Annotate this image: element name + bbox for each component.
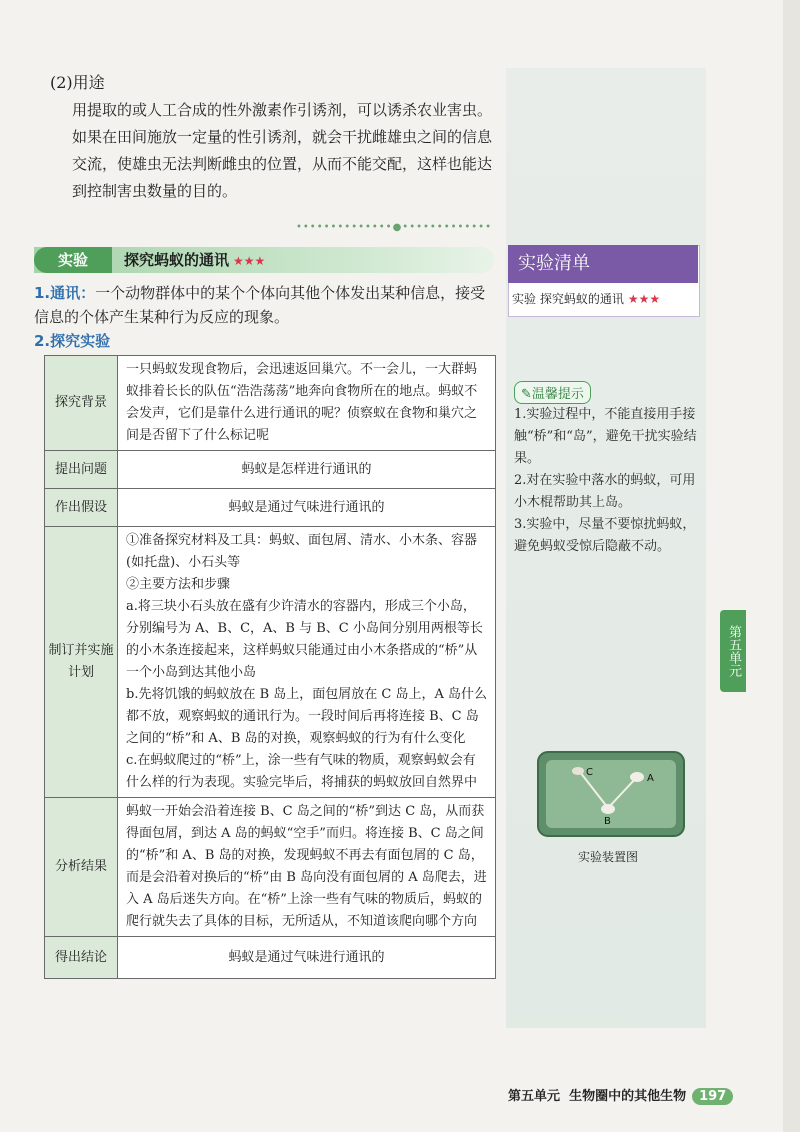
tip-badge [514,381,591,404]
table-row [45,451,496,489]
row-label: 分析结果 [45,798,118,937]
experiment-table [44,355,496,979]
plan-materials: ①准备探究材料及工具：蚂蚁、面包屑、清水、小木条、容器(如托盘)、小石头等 [126,533,478,570]
subheading-experiment: 2.探究实验 [34,332,111,350]
experiment-tag: 实验 [34,247,112,273]
experiment-title [124,247,265,274]
definition-text: 一个动物群体中的某个个体向其他个体发出某种信息，接受信息的个体产生某种行为反应的现象。 [34,284,486,326]
table-row [45,937,496,979]
table-row [45,356,496,451]
difficulty-stars: ★★★ [233,254,266,268]
definition [34,281,496,329]
usage-heading: (2)用途 [50,73,105,92]
island-a [630,772,644,782]
divider-dots: ••••••••••••••●••••••••••••• [296,222,492,233]
tip-item: 2.对在实验中落水的蚂蚁，可用小木棍帮助其上岛。 [514,473,696,510]
tip-label: 温馨提示 [531,387,584,402]
experiment-title-text: 探究蚂蚁的通讯 [124,251,230,269]
page-number: 197 [692,1088,733,1105]
row-content: 蚂蚁是怎样进行通讯的 [118,451,496,489]
page-edge [783,0,800,1132]
water [546,760,676,828]
footer-unit: 第五单元 [508,1089,561,1104]
list-item-text: 实验 探究蚂蚁的通讯 [512,292,624,306]
row-content: 蚂蚁一开始会沿着连接 B、C 岛之间的“桥”到达 C 岛，从而获得面包屑，到达 A 岛的蚂蚁“空手”而归。将连接 B、C 岛之间的“桥”和 A、B 岛的对换，发现蚂蚁不再去有面包屑的 C 岛，而是会沿着对换后的“桥”由 B 岛向没有面包屑的 A 岛爬去，进入 A 岛后迷失方向。在“桥”上涂一些有气味的物质后，蚂蚁的爬行就失去了具体的目标，无所适从，不知道该爬向哪个方向 [118,798,496,937]
row-label: 提出问题 [45,451,118,489]
row-label: 作出假设 [45,489,118,527]
label-c: C [586,767,593,778]
plan-methods-heading: ②主要方法和步骤 [126,577,231,592]
row-content [118,527,496,798]
row-label: 探究背景 [45,356,118,451]
plan-step-a: a.将三块小石头放在盛有少许清水的容器内，形成三个小岛，分别编号为 A、B、C，A、B 与 B、C 小岛间分别用两根等长的小木条连接起来，这样蚂蚁只能通过由小木条搭成的“桥”从一个小岛到达其他小岛 [126,599,483,680]
island-b [601,804,615,814]
experiment-list-item [512,290,660,307]
row-content: 蚂蚁是通过气味进行通讯的 [118,489,496,527]
row-label: 制订并实施计划 [45,527,118,798]
tips-list [514,404,700,558]
page-footer [508,1085,733,1105]
apparatus-photo [536,750,686,838]
row-content: 一只蚂蚁发现食物后，会迅速返回巢穴。不一会儿，一大群蚂蚁排着长长的队伍“浩浩荡荡”地奔向食物所在的地点。蚂蚁不会发声，它们是靠什么进行通讯的呢？侦察蚁在食物和巢穴之间是否留下了什么标记呢 [118,356,496,451]
tip-item: 3.实验中，尽量不要惊扰蚂蚁，避免蚂蚁受惊后隐蔽不动。 [514,517,696,554]
table-row [45,489,496,527]
definition-term: 1.通讯： [34,284,96,302]
row-content: 蚂蚁是通过气味进行通讯的 [118,937,496,979]
plan-step-c: c.在蚂蚁爬过的“桥”上，涂一些有气味的物质，观察蚂蚁会有什么样的行为表现。实验完毕后，将捕获的蚂蚁放回自然界中 [126,753,478,790]
island-c [572,767,584,775]
label-a: A [647,773,654,784]
table-row [45,527,496,798]
plan-step-b: b.先将饥饿的蚂蚁放在 B 岛上，面包屑放在 C 岛上，A 岛什么都不放，观察蚂蚁的通讯行为。一段时间后再将连接 B、C 岛之间的“桥”和 A、B 岛的对换，观察蚂蚁的行为有什么变化 [126,687,488,746]
unit-tab: 第五单元 [720,610,746,692]
lightbulb-icon: ✎ [521,387,532,402]
list-item-stars: ★★★ [627,292,661,306]
footer-chapter: 生物圈中的其他生物 [569,1089,687,1104]
tip-item: 1.实验过程中，不能直接用手接触“桥”和“岛”，避免干扰实验结果。 [514,407,697,466]
row-label: 得出结论 [45,937,118,979]
apparatus-caption: 实验装置图 [578,850,639,864]
label-b: B [604,816,611,827]
table-row [45,798,496,937]
usage-paragraph: 用提取的或人工合成的性外激素作引诱剂，可以诱杀农业害虫。如果在田间施放一定量的性引诱剂，就会干扰雌雄虫之间的信息交流，使雄虫无法判断雌虫的位置，从而不能交配，这样也能达到控制害虫数量的目的。 [72,101,493,200]
experiment-list-title: 实验清单 [508,245,698,283]
